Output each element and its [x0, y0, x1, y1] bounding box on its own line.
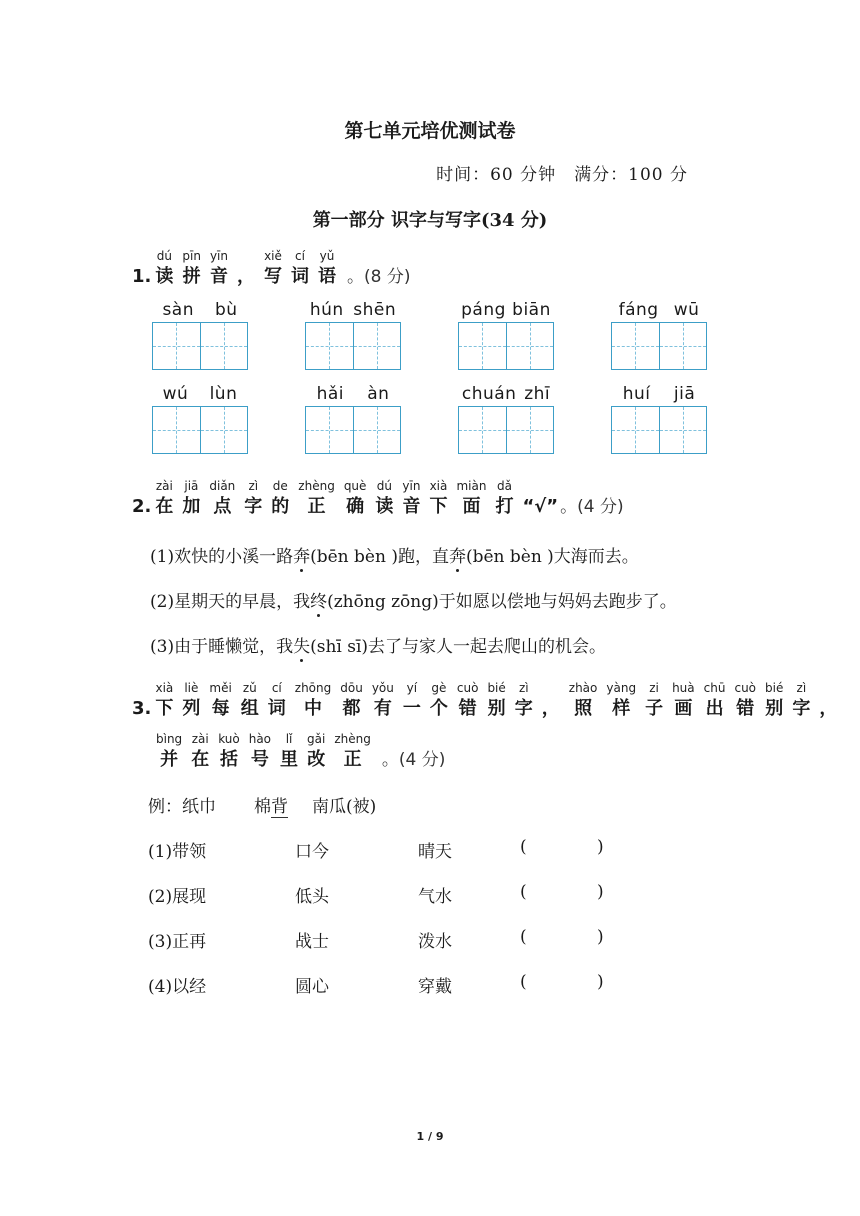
grid-cell[interactable]	[153, 323, 200, 369]
q2-s1-post: (bēn bèn )大海而去。	[465, 547, 639, 567]
ruby-char	[249, 731, 271, 773]
ruby-pinyin: měi	[209, 681, 232, 695]
ruby-hanzi: 下	[429, 496, 448, 517]
q1-number: 1.	[132, 266, 152, 287]
ruby-char	[430, 680, 448, 722]
ruby-char	[182, 248, 201, 290]
grid-pinyin	[611, 382, 707, 406]
q3-example	[150, 792, 650, 818]
q2-s3-pre: (3)由于睡懒觉，我	[150, 637, 294, 657]
ruby-hanzi: 子	[645, 698, 664, 719]
ruby-char	[569, 680, 598, 722]
answer-bracket: )	[597, 882, 604, 902]
writing-grid-item	[152, 298, 248, 370]
word-cell: 泼水	[418, 932, 452, 952]
ruby-char	[182, 680, 200, 722]
q1-heading	[132, 248, 410, 290]
ruby-hanzi: 读	[155, 266, 174, 287]
ruby-pinyin: pīn	[182, 249, 201, 263]
ruby-char	[340, 680, 363, 722]
ruby-char	[295, 680, 331, 722]
grid-pinyin	[611, 298, 707, 322]
ruby-pinyin: dú	[376, 479, 393, 493]
grid-cell[interactable]	[459, 407, 506, 453]
part1-heading: 第一部分 识字与写字(34 分)	[312, 210, 548, 231]
pinyin-syllable: wū	[673, 300, 700, 320]
pinyin-syllable: zhī	[524, 384, 551, 404]
ruby-pinyin: xià	[155, 681, 174, 695]
ruby-hanzi: 别	[487, 698, 506, 719]
writing-grid-item	[305, 382, 401, 454]
word-cell: (3)正再	[148, 932, 207, 952]
time-info: 时间：60 分钟 满分：100 分	[436, 165, 688, 185]
ruby-pinyin: yǔ	[319, 249, 335, 263]
ruby-pinyin: yīn	[209, 249, 228, 263]
grid-cell[interactable]	[459, 323, 506, 369]
grid-pinyin	[458, 298, 554, 322]
tian-grid-box[interactable]	[152, 406, 248, 454]
ruby-char	[318, 248, 336, 290]
ruby-pinyin: zǔ	[242, 681, 257, 695]
ruby-hanzi: 每	[211, 698, 230, 719]
q3-ruby-line2	[156, 731, 380, 773]
tian-grid-box[interactable]	[458, 322, 554, 370]
ruby-pinyin: de	[272, 479, 288, 493]
grid-cell[interactable]	[659, 407, 707, 453]
ruby-char	[542, 680, 560, 722]
q3-row	[150, 837, 650, 863]
ruby-char	[237, 248, 255, 290]
ruby-pinyin: zhào	[568, 681, 598, 695]
ruby-pinyin: zài	[191, 732, 209, 746]
tian-grid-box[interactable]	[152, 322, 248, 370]
ruby-char	[182, 478, 200, 520]
pinyin-syllable: hǎi	[316, 384, 345, 404]
ruby-char	[645, 680, 663, 722]
example-word2-char1: 棉	[254, 797, 271, 817]
ruby-pinyin: zhèng	[334, 732, 371, 746]
q2-s1-mid: (bēn bèn )跑，直	[310, 547, 449, 567]
ruby-pinyin: yí	[406, 681, 418, 695]
ruby-hanzi: 字	[244, 496, 263, 517]
example-label: 例：纸巾	[148, 797, 216, 817]
answer-bracket: (	[520, 972, 527, 992]
ruby-hanzi: 加	[182, 496, 201, 517]
ruby-char	[792, 680, 810, 722]
dotted-char: 奔	[449, 542, 466, 567]
ruby-hanzi: 改	[307, 749, 326, 770]
ruby-char	[487, 680, 505, 722]
ruby-pinyin: què	[343, 479, 367, 493]
ruby-pinyin: xià	[429, 479, 448, 493]
ruby-hanzi: ，	[541, 698, 560, 719]
ruby-char	[280, 731, 298, 773]
ruby-hanzi: 并	[160, 749, 179, 770]
answer-bracket: (	[520, 927, 527, 947]
ruby-pinyin: xiě	[264, 249, 282, 263]
writing-grid-item	[611, 382, 707, 454]
ruby-pinyin: hào	[248, 732, 272, 746]
q1-ruby	[155, 248, 345, 290]
grid-pinyin	[305, 298, 401, 322]
ruby-hanzi: 有	[373, 698, 392, 719]
ruby-pinyin: diǎn	[209, 479, 236, 493]
word-cell: 圆心	[295, 977, 329, 997]
writing-grid-item	[458, 382, 554, 454]
ruby-pinyin: liè	[184, 681, 199, 695]
ruby-pinyin: yàng	[606, 681, 637, 695]
answer-bracket: )	[597, 927, 604, 947]
grid-cell[interactable]	[153, 407, 200, 453]
ruby-char	[191, 731, 209, 773]
tian-grid-box[interactable]	[458, 406, 554, 454]
ruby-hanzi: 点	[213, 496, 232, 517]
q3-row	[150, 882, 650, 908]
ruby-pinyin: yǒu	[371, 681, 394, 695]
ruby-pinyin: cí	[295, 249, 305, 263]
grid-cell[interactable]	[659, 323, 707, 369]
ruby-pinyin: yīn	[402, 479, 421, 493]
ruby-char	[457, 680, 479, 722]
ruby-hanzi: 照	[574, 698, 593, 719]
ruby-hanzi: 词	[267, 698, 286, 719]
pinyin-syllable: àn	[367, 384, 390, 404]
ruby-pinyin: miàn	[456, 479, 487, 493]
ruby-hanzi: 语	[317, 266, 336, 287]
q2-s2-post: (zhōng zōng)于如愿以偿地与妈妈去跑步了。	[327, 592, 677, 612]
grid-cell[interactable]	[306, 407, 353, 453]
q2-s1-pre: (1)欢快的小溪一路	[150, 547, 294, 567]
grid-cell[interactable]	[506, 407, 554, 453]
ruby-hanzi: 画	[674, 698, 693, 719]
ruby-hanzi: 括	[219, 749, 238, 770]
ruby-pinyin: dōu	[340, 681, 363, 695]
ruby-hanzi: 读	[375, 496, 394, 517]
ruby-pinyin: chū	[703, 681, 726, 695]
pinyin-syllable: jiā	[673, 384, 696, 404]
ruby-char	[734, 680, 756, 722]
ruby-pinyin: gè	[431, 681, 447, 695]
ruby-hanzi: 下	[155, 698, 174, 719]
ruby-char	[606, 680, 636, 722]
ruby-pinyin: zì	[518, 681, 529, 695]
dotted-char: 奔	[293, 542, 310, 567]
pinyin-syllable: chuán	[461, 384, 517, 404]
ruby-hanzi: 的	[271, 496, 290, 517]
ruby-hanzi: 正	[343, 749, 362, 770]
ruby-hanzi: 字	[514, 698, 533, 719]
ruby-char	[155, 680, 173, 722]
ruby-char	[241, 680, 259, 722]
ruby-pinyin: zhèng	[298, 479, 335, 493]
q3-row	[150, 927, 650, 953]
grid-cell[interactable]	[353, 323, 401, 369]
ruby-char	[819, 680, 837, 722]
grid-cell[interactable]	[200, 323, 248, 369]
word-cell: (2)展现	[148, 887, 207, 907]
ruby-char	[515, 680, 533, 722]
word-cell: (4)以经	[148, 977, 207, 997]
ruby-hanzi: 正	[307, 496, 326, 517]
q3-heading-line2	[156, 731, 445, 773]
word-cell: 战士	[295, 932, 329, 952]
q3-ruby-line1	[155, 680, 846, 722]
ruby-char	[268, 680, 286, 722]
q3-number: 3.	[132, 698, 152, 719]
ruby-hanzi: 拼	[182, 266, 201, 287]
ruby-char	[704, 680, 726, 722]
writing-grid-item	[305, 298, 401, 370]
example-word2	[254, 792, 288, 817]
ruby-pinyin: kuò	[218, 732, 240, 746]
ruby-pinyin: bìng	[156, 732, 183, 746]
q2-s3-post: (shī sī)去了与家人一起去爬山的机会。	[310, 637, 607, 657]
ruby-pinyin: dú	[156, 249, 172, 263]
ruby-pinyin: huà	[672, 681, 695, 695]
ruby-hanzi: 音	[402, 496, 421, 517]
ruby-pinyin: bié	[487, 681, 506, 695]
q3-row	[150, 972, 650, 998]
word-cell: 低头	[295, 887, 329, 907]
ruby-hanzi: 中	[304, 698, 323, 719]
grid-pinyin	[152, 298, 248, 322]
ruby-hanzi: 号	[250, 749, 269, 770]
underlined-wrong-char: 背	[271, 797, 288, 817]
ruby-hanzi: 词	[290, 266, 309, 287]
word-cell: 口今	[295, 842, 329, 862]
q2-mark: “√”	[522, 496, 559, 517]
ruby-char	[765, 680, 783, 722]
q2-ruby	[155, 478, 522, 520]
tian-grid-box[interactable]	[611, 322, 707, 370]
pinyin-syllable: lùn	[209, 384, 238, 404]
ruby-hanzi: 都	[342, 698, 361, 719]
dotted-char: 失	[293, 632, 310, 657]
q2-sentence-3	[150, 632, 606, 657]
answer-bracket: )	[597, 837, 604, 857]
pinyin-syllable: huí	[622, 384, 651, 404]
tian-grid-box[interactable]	[611, 406, 707, 454]
ruby-char	[307, 731, 325, 773]
grid-cell[interactable]	[353, 407, 401, 453]
ruby-char	[271, 478, 289, 520]
ruby-hanzi: 写	[263, 266, 282, 287]
ruby-char	[403, 680, 421, 722]
ruby-pinyin: lǐ	[285, 732, 293, 746]
ruby-pinyin: zì	[248, 479, 259, 493]
ruby-char	[334, 731, 371, 773]
ruby-pinyin: cí	[271, 681, 282, 695]
pinyin-syllable: biān	[512, 300, 551, 320]
tian-grid-box[interactable]	[305, 406, 401, 454]
ruby-hanzi: 确	[346, 496, 365, 517]
ruby-pinyin: cuò	[734, 681, 757, 695]
ruby-char	[264, 248, 282, 290]
ruby-char	[372, 680, 394, 722]
ruby-char	[495, 478, 513, 520]
ruby-hanzi: 在	[191, 749, 210, 770]
word-cell: 穿戴	[418, 977, 452, 997]
page-title: 第七单元培优测试卷	[344, 120, 516, 142]
ruby-hanzi: 面	[462, 496, 481, 517]
pinyin-syllable: shēn	[353, 300, 397, 320]
ruby-char	[156, 731, 182, 773]
q2-s2-pre: (2)星期天的早晨，我	[150, 592, 311, 612]
q3-score: 。(4 分)	[381, 750, 446, 770]
pinyin-syllable: hún	[309, 300, 344, 320]
word-cell: (1)带领	[148, 842, 207, 862]
page-number: 1 / 9	[416, 1130, 444, 1143]
ruby-char	[209, 478, 235, 520]
ruby-hanzi: 别	[765, 698, 784, 719]
ruby-char	[375, 478, 393, 520]
ruby-hanzi: 个	[429, 698, 448, 719]
ruby-char	[244, 478, 262, 520]
ruby-hanzi: 打	[495, 496, 514, 517]
ruby-char	[429, 478, 447, 520]
grid-cell[interactable]	[612, 407, 659, 453]
answer-bracket: (	[520, 837, 527, 857]
grid-cell[interactable]	[306, 323, 353, 369]
ruby-pinyin: gǎi	[307, 732, 326, 746]
ruby-char	[298, 478, 335, 520]
ruby-hanzi: 列	[182, 698, 201, 719]
ruby-char	[155, 248, 173, 290]
ruby-hanzi: 错	[736, 698, 755, 719]
ruby-hanzi: ，	[819, 698, 838, 719]
ruby-char	[218, 731, 240, 773]
ruby-char	[344, 478, 367, 520]
pinyin-syllable: bù	[214, 300, 238, 320]
ruby-char	[210, 248, 228, 290]
ruby-hanzi: 错	[458, 698, 477, 719]
grid-pinyin	[152, 382, 248, 406]
q1-score: 。(8 分)	[346, 267, 411, 287]
grid-pinyin	[458, 382, 554, 406]
q2-score: 。(4 分)	[560, 497, 624, 517]
answer-bracket: )	[597, 972, 604, 992]
ruby-char	[672, 680, 695, 722]
ruby-hanzi: 字	[792, 698, 811, 719]
ruby-pinyin: cuò	[456, 681, 479, 695]
pinyin-syllable: páng	[461, 300, 506, 320]
ruby-hanzi: 样	[612, 698, 631, 719]
ruby-pinyin: zhōng	[294, 681, 332, 695]
grid-pinyin	[305, 382, 401, 406]
word-cell: 晴天	[418, 842, 452, 862]
ruby-hanzi: 在	[155, 496, 174, 517]
ruby-pinyin: jiā	[184, 479, 199, 493]
grid-cell[interactable]	[200, 407, 248, 453]
grid-cell[interactable]	[612, 323, 659, 369]
dotted-char: 终	[310, 587, 327, 612]
ruby-hanzi: ，	[236, 266, 255, 287]
ruby-hanzi: 出	[705, 698, 724, 719]
q2-sentence-1	[150, 542, 639, 567]
ruby-char	[291, 248, 309, 290]
ruby-char	[155, 478, 173, 520]
grid-cell[interactable]	[506, 323, 554, 369]
ruby-hanzi: 一	[402, 698, 421, 719]
ruby-char	[402, 478, 420, 520]
writing-grid-item	[458, 298, 554, 370]
pinyin-syllable: sàn	[162, 300, 195, 320]
tian-grid-box[interactable]	[305, 322, 401, 370]
pinyin-syllable: wú	[162, 384, 189, 404]
example-word3: 南瓜(被)	[312, 797, 377, 817]
ruby-pinyin: dǎ	[496, 479, 512, 493]
writing-grid-item	[611, 298, 707, 370]
q2-number: 2.	[132, 496, 152, 517]
ruby-hanzi: 里	[280, 749, 299, 770]
word-cell: 气水	[418, 887, 452, 907]
ruby-hanzi: 组	[240, 698, 259, 719]
writing-grid-item	[152, 382, 248, 454]
ruby-pinyin: zì	[796, 681, 807, 695]
ruby-hanzi: 音	[209, 266, 228, 287]
q2-sentence-2	[150, 587, 677, 612]
ruby-pinyin: bié	[765, 681, 784, 695]
ruby-pinyin: zi	[649, 681, 659, 695]
q2-heading	[132, 478, 624, 520]
ruby-char	[456, 478, 486, 520]
pinyin-syllable: fáng	[618, 300, 659, 320]
q3-heading-line1	[132, 680, 846, 722]
answer-bracket: (	[520, 882, 527, 902]
ruby-char	[209, 680, 231, 722]
ruby-pinyin: zài	[155, 479, 173, 493]
